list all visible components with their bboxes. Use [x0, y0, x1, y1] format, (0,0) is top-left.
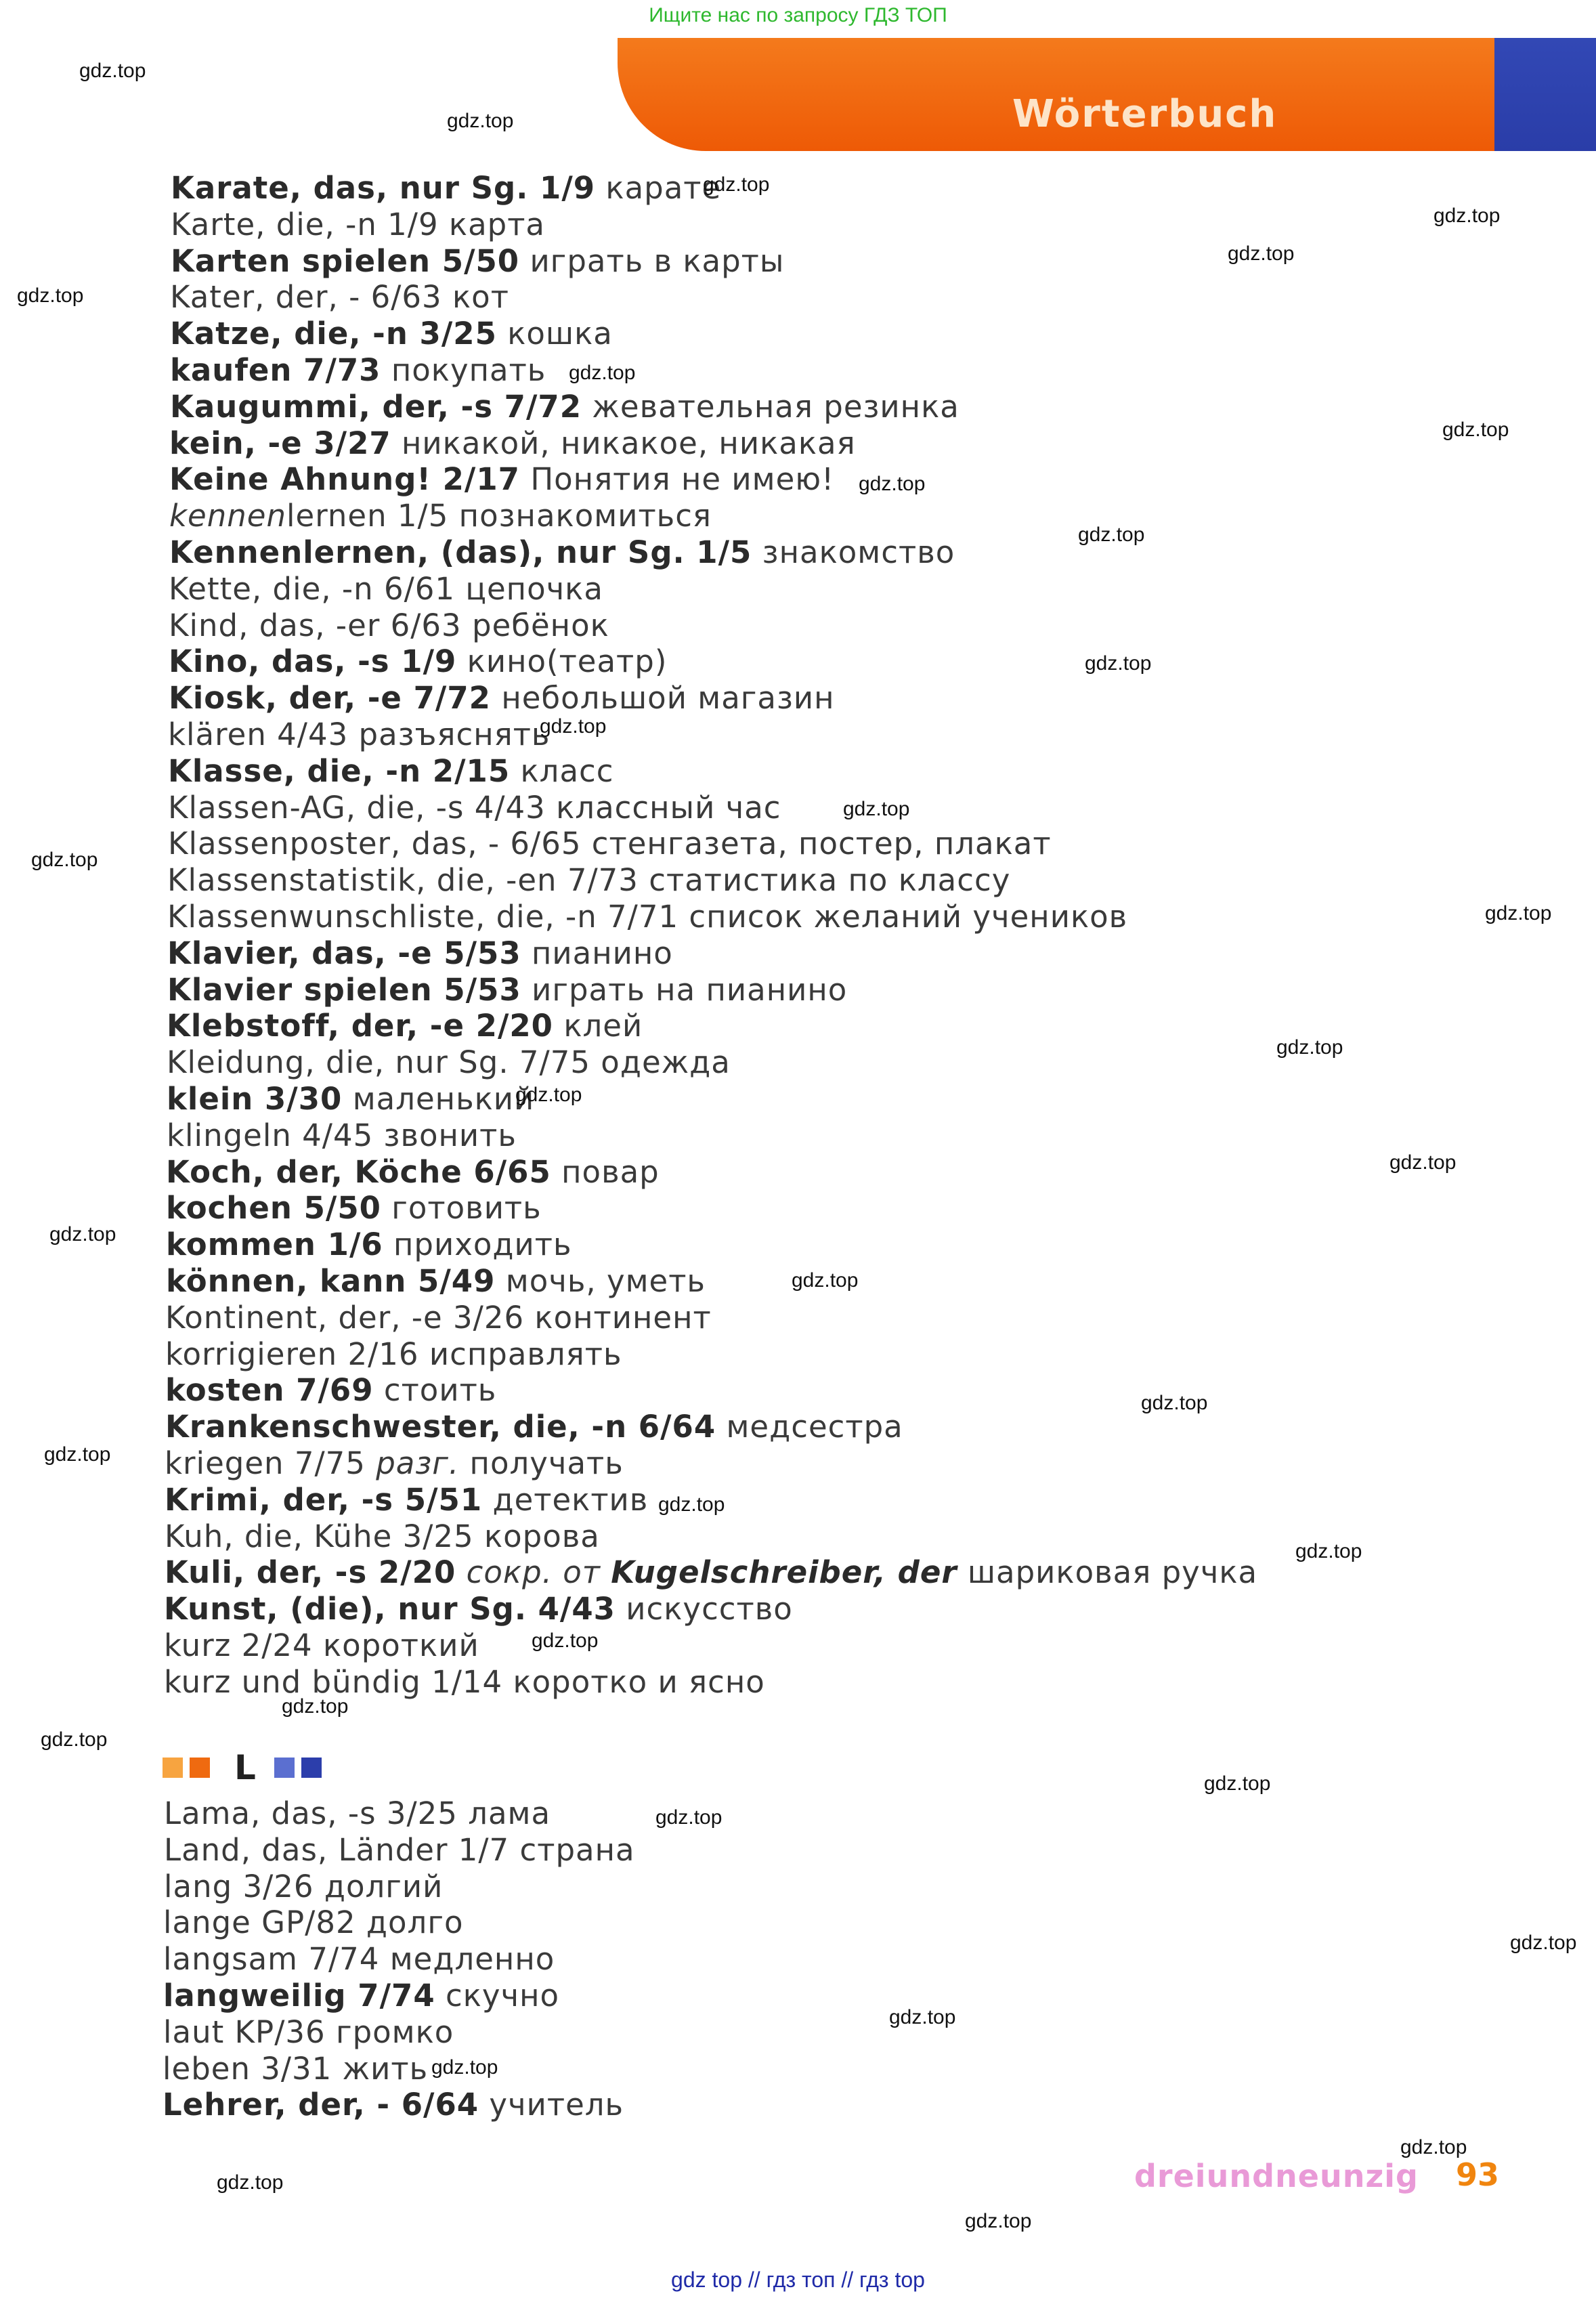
dictionary-entry: [163, 2050, 428, 2088]
entry-translation: жевательная резинка: [592, 389, 959, 425]
entry-translation: знакомство: [762, 534, 955, 570]
entry-headword: Karten spielen 5/50: [171, 243, 520, 279]
entry-translation: статистика по классу: [649, 862, 1011, 898]
entry-translation: список желаний учеников: [689, 899, 1128, 935]
entry-headword: kosten 7/69: [165, 1372, 374, 1408]
entry-translation: континент: [534, 1300, 712, 1336]
dictionary-entry: [170, 352, 546, 389]
entry-translation: карта: [448, 207, 545, 242]
entry-headword: kein, -e 3/27: [169, 425, 391, 461]
dictionary-entry: [165, 1336, 622, 1373]
entry-translation: короткий: [323, 1627, 479, 1663]
entry-translation: ребёнок: [472, 608, 609, 643]
entry-headword: Kuli, der, -s 2/20: [165, 1554, 456, 1590]
section-square-orange: [190, 1758, 210, 1778]
dictionary-entry: [166, 1153, 660, 1191]
entry-translation: одежда: [601, 1044, 731, 1080]
entry-headword: Koch, der, Köche 6/65: [166, 1154, 551, 1190]
entry-translation: звонить: [383, 1117, 517, 1153]
entry-translation: играть на пианино: [532, 972, 848, 1008]
entry-headword: Klasse, die, -n 2/15: [168, 753, 511, 789]
top-banner[interactable]: Ищите нас по запросу ГДЗ ТОП: [649, 4, 947, 26]
dictionary-entry: [169, 534, 955, 572]
watermark-label: gdz.top: [447, 110, 514, 132]
dictionary-entry: [164, 1590, 793, 1628]
dictionary-entry: [167, 1044, 731, 1082]
watermark-label: gdz.top: [1141, 1392, 1208, 1414]
entry-translation: познакомиться: [458, 498, 712, 534]
dictionary-entry: [169, 461, 834, 498]
entry-translation: играть в карты: [530, 243, 785, 279]
watermark-label: gdz.top: [17, 284, 84, 307]
dictionary-entry: [166, 1226, 572, 1264]
watermark-label: gdz.top: [1228, 242, 1295, 265]
dictionary-entry: [171, 242, 784, 280]
entry-headword: Karate, das, nur Sg. 1/9: [171, 170, 596, 206]
header-blue-band: [1494, 38, 1596, 151]
entry-translation: детектив: [492, 1482, 649, 1518]
dictionary-entry: [164, 1795, 551, 1833]
entry-translation: кино(театр): [467, 643, 668, 679]
entry-translation: громко: [335, 2014, 454, 2050]
entry-headword: Land, das, Länder 1/7: [164, 1832, 510, 1868]
entry-translation: кот: [452, 279, 509, 315]
dictionary-entry: [170, 388, 959, 426]
dictionary-entry: [171, 206, 545, 244]
entry-headword: Klebstoff, der, -e 2/20: [167, 1008, 553, 1044]
watermark-label: gdz.top: [843, 798, 910, 820]
dictionary-entry: [167, 1080, 534, 1118]
entry-translation: исправлять: [429, 1336, 622, 1372]
dictionary-entry: [167, 861, 1010, 899]
dictionary-entry: [167, 1007, 643, 1045]
entry-headword: Kunst, (die), nur Sg. 4/43: [164, 1591, 616, 1627]
entry-headword: Klassenposter, das, - 6/65: [168, 826, 582, 861]
dictionary-entry: [169, 643, 667, 681]
entry-translation: маленький: [352, 1081, 535, 1117]
watermark-label: gdz.top: [1433, 205, 1501, 227]
entry-translation: долго: [366, 1904, 464, 1940]
entry-translation: долгий: [324, 1869, 444, 1904]
entry-headword: Kino, das, -s 1/9: [169, 643, 457, 679]
entry-translation: цепочка: [465, 571, 603, 607]
entry-headword: laut KP/36: [163, 2014, 326, 2050]
dictionary-entry: [163, 2086, 624, 2124]
dictionary-entry: [169, 570, 603, 608]
section-square-orange-light: [163, 1758, 183, 1778]
dictionary-entry: [163, 1977, 559, 2015]
watermark-label: gdz.top: [1078, 524, 1145, 546]
entry-headword: Kind, das, -er 6/63: [169, 608, 462, 643]
entry-headword: Klassenwunschliste, die, -n 7/71: [167, 899, 679, 935]
dictionary-entry: [164, 1831, 635, 1869]
entry-headword: kommen 1/6: [166, 1227, 383, 1262]
dictionary-entry: [163, 1940, 555, 1978]
entry-note: разг.: [376, 1445, 460, 1481]
dictionary-entry: [165, 1445, 624, 1483]
entry-headword: Lama, das, -s 3/25: [164, 1795, 458, 1831]
entry-translation: коротко и ясно: [513, 1664, 765, 1700]
dictionary-entry: [165, 1299, 712, 1337]
entry-headword: Kaugummi, der, -s 7/72: [170, 389, 582, 425]
dictionary-entry: [168, 752, 614, 790]
watermark-label: gdz.top: [792, 1269, 859, 1292]
entry-headword: kriegen 7/75: [165, 1445, 366, 1481]
entry-translation: кошка: [507, 316, 613, 352]
entry-headword: Kiosk, der, -e 7/72: [169, 680, 491, 716]
entry-translation: разъяснять: [358, 717, 551, 752]
dictionary-entry: [171, 169, 721, 207]
entry-translation: лама: [468, 1795, 551, 1831]
entry-translation: карате: [605, 170, 722, 206]
entry-translation: пианино: [531, 935, 673, 971]
entry-translation: медсестра: [726, 1409, 903, 1445]
entry-headword: klein 3/30: [167, 1081, 343, 1117]
watermark-label: gdz.top: [655, 1806, 722, 1829]
entry-headword: Krimi, der, -s 5/51: [165, 1482, 483, 1518]
entry-headword: langweilig 7/74: [163, 1978, 435, 2014]
watermark-label: gdz.top: [1204, 1772, 1271, 1795]
entry-headword: klären 4/43: [168, 717, 349, 752]
entry-headword: lang 3/26: [164, 1869, 314, 1904]
watermark-label: gdz.top: [79, 60, 146, 82]
dictionary-entry: [163, 1904, 464, 1942]
dictionary-entry: [165, 1408, 903, 1446]
entry-headword: Katze, die, -n 3/25: [170, 316, 497, 352]
entry-translation: страна: [519, 1832, 635, 1868]
watermark-label: gdz.top: [703, 173, 770, 196]
dictionary-entry: [170, 278, 509, 316]
entry-headword: Kuh, die, Kühe 3/25: [165, 1518, 474, 1554]
entry-headword: lernen 1/5: [286, 498, 449, 534]
watermark-label: gdz.top: [1276, 1036, 1343, 1059]
dictionary-entry: [168, 716, 550, 754]
entry-headword: Keine Ahnung! 2/17: [169, 461, 520, 497]
footer-page-word: dreiundneunzig: [1134, 2158, 1419, 2194]
entry-translation: покупать: [391, 352, 546, 388]
watermark-label: gdz.top: [1442, 419, 1509, 441]
dictionary-entry: [165, 1554, 1257, 1592]
entry-translation: искусство: [626, 1591, 793, 1627]
entry-headword: kaufen 7/73: [170, 352, 381, 388]
watermark-label: gdz.top: [965, 2210, 1032, 2232]
entry-headword: Klassenstatistik, die, -en 7/73: [167, 862, 639, 898]
watermark-label: gdz.top: [431, 2056, 498, 2079]
watermark-label: gdz.top: [515, 1084, 582, 1106]
entry-translation: скучно: [445, 1978, 560, 2014]
dictionary-entry: [165, 1518, 600, 1556]
watermark-label: gdz.top: [1485, 902, 1552, 924]
entry-headword: Kette, die, -n 6/61: [169, 571, 456, 607]
dictionary-entry: [169, 497, 712, 535]
watermark-label: gdz.top: [540, 715, 607, 738]
dictionary-entry: [166, 1189, 542, 1227]
entry-note: сокр. от: [466, 1554, 601, 1590]
entry-headword: lange GP/82: [163, 1904, 356, 1940]
watermark-label: gdz.top: [1085, 652, 1152, 675]
entry-translation: мочь, уметь: [505, 1263, 706, 1299]
entry-headword: Lehrer, der, - 6/64: [163, 2087, 479, 2123]
entry-translation: класс: [520, 753, 614, 789]
watermark-label: gdz.top: [889, 2006, 956, 2028]
entry-translation: классный час: [556, 790, 781, 826]
entry-translation: медленно: [389, 1941, 555, 1977]
entry-word-italic: kennen: [169, 498, 286, 534]
entry-headword: können, kann 5/49: [166, 1263, 496, 1299]
entry-headword: Krankenschwester, die, -n 6/64: [165, 1409, 716, 1445]
entry-headword: Klavier, das, -e 5/53: [167, 935, 521, 971]
entry-translation: приходить: [393, 1227, 572, 1262]
entry-translation: стенгазета, постер, плакат: [591, 826, 1052, 861]
entry-headword: langsam 7/74: [163, 1941, 380, 1977]
entry-headword: Kontinent, der, -e 3/26: [165, 1300, 525, 1336]
watermark-label: gdz.top: [44, 1443, 111, 1466]
watermark-label: gdz.top: [532, 1630, 599, 1652]
entry-translation: никакой, никакое, никакая: [402, 425, 856, 461]
watermark-label: gdz.top: [31, 849, 98, 871]
dictionary-entry: [169, 679, 835, 717]
dictionary-entry: [165, 1481, 648, 1519]
entry-headword: korrigieren 2/16: [165, 1336, 419, 1372]
entry-translation: небольшой магазин: [501, 680, 835, 716]
dictionary-entry: [167, 935, 673, 973]
watermark-label: gdz.top: [1510, 1932, 1577, 1954]
watermark-label: gdz.top: [859, 473, 926, 495]
dictionary-entry: [164, 1627, 479, 1665]
watermark-label: gdz.top: [49, 1223, 116, 1245]
bottom-links[interactable]: gdz top // гдз топ // гдз top: [671, 2267, 925, 2292]
dictionary-entry: [168, 789, 781, 827]
entry-translation: шариковая ручка: [967, 1554, 1258, 1590]
dictionary-entry: [167, 1117, 517, 1155]
entry-headword: Kennenlernen, (das), nur Sg. 1/5: [169, 534, 752, 570]
watermark-label: gdz.top: [658, 1493, 725, 1516]
watermark-label: gdz.top: [569, 362, 636, 384]
dictionary-entry: [164, 1868, 443, 1906]
dictionary-entry: [169, 425, 856, 463]
entry-headword: kurz und bündig 1/14: [164, 1664, 503, 1700]
watermark-label: gdz.top: [1295, 1540, 1362, 1562]
entry-translation: корова: [483, 1518, 600, 1554]
entry-headword: Kater, der, - 6/63: [170, 279, 442, 315]
entry-headword: kochen 5/50: [166, 1190, 381, 1226]
header-title: Wörterbuch: [1012, 92, 1278, 136]
entry-translation: Понятия не имею!: [530, 461, 835, 497]
entry-translation: жить: [342, 2051, 429, 2087]
entry-translation: учитель: [489, 2087, 624, 2123]
dictionary-entry: [166, 1262, 706, 1300]
section-letter: L: [234, 1748, 256, 1787]
entry-translation: повар: [561, 1154, 660, 1190]
dictionary-entry: [167, 898, 1127, 936]
dictionary-entry: [165, 1371, 496, 1409]
entry-headword: leben 3/31: [163, 2051, 332, 2087]
entry-headword: Klavier spielen 5/53: [167, 972, 521, 1008]
dictionary-entry: [168, 825, 1052, 863]
watermark-label: gdz.top: [41, 1728, 108, 1751]
dictionary-entry: [170, 315, 613, 353]
entry-headword: kurz 2/24: [164, 1627, 313, 1663]
watermark-label: gdz.top: [1400, 2136, 1467, 2158]
entry-headword: Kleidung, die, nur Sg. 7/75: [167, 1044, 590, 1080]
watermark-label: gdz.top: [217, 2171, 284, 2194]
dictionary-entry: [169, 607, 609, 645]
entry-reference: Kugelschreiber, der: [611, 1554, 957, 1590]
section-square-blue: [301, 1758, 322, 1778]
entry-translation: готовить: [391, 1190, 542, 1226]
entry-translation: получать: [469, 1445, 624, 1481]
section-square-blue-light: [274, 1758, 295, 1778]
watermark-label: gdz.top: [1389, 1151, 1457, 1174]
entry-translation: клей: [563, 1008, 643, 1044]
dictionary-entry: [163, 2014, 454, 2051]
dictionary-entry: [167, 971, 847, 1009]
footer-page-number: 93: [1456, 2156, 1500, 2193]
dictionary-entry: [164, 1663, 765, 1701]
entry-headword: Karte, die, -n 1/9: [171, 207, 439, 242]
entry-headword: klingeln 4/45: [167, 1117, 374, 1153]
entry-translation: стоить: [383, 1372, 497, 1408]
entry-headword: Klassen-AG, die, -s 4/43: [168, 790, 546, 826]
watermark-label: gdz.top: [282, 1695, 349, 1718]
